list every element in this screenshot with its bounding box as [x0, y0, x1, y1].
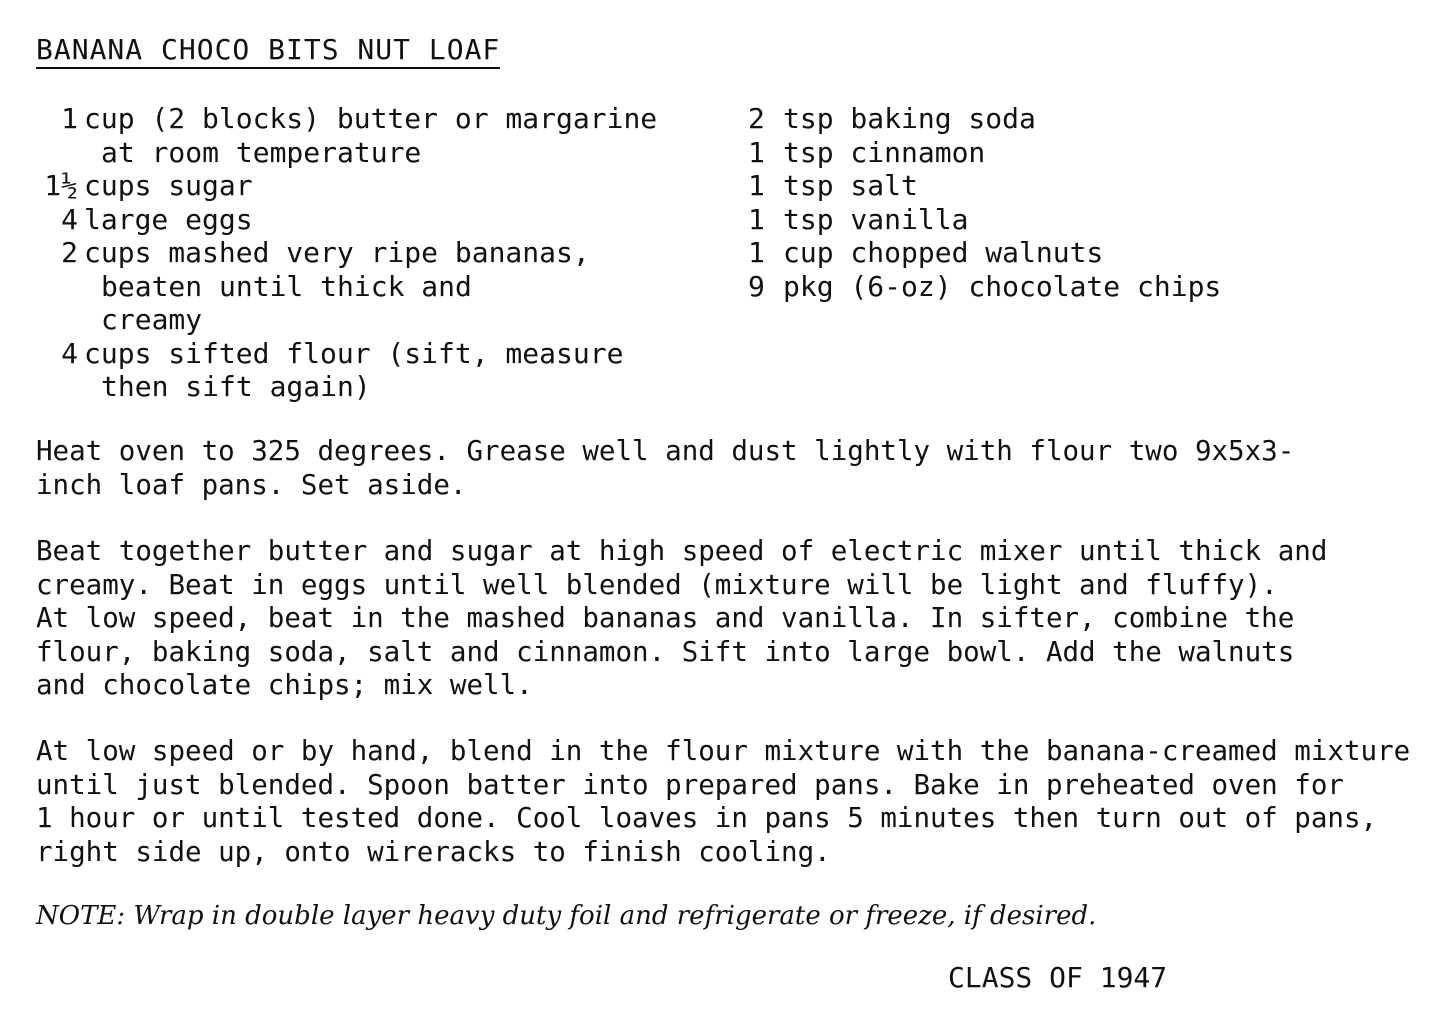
ingredient-desc: cups mashed very ripe bananas,	[84, 236, 590, 269]
ingredient-item	[748, 136, 1408, 170]
ingredient-item	[748, 270, 1408, 304]
ingredient-item	[36, 203, 716, 237]
ingredient-qty: 2	[61, 236, 78, 269]
ingredient-qty: 1	[748, 236, 765, 269]
ingredient-qty: 9	[748, 269, 765, 303]
ingredient-qty: 2	[748, 102, 765, 135]
instructions-paragraph-3	[36, 735, 1426, 869]
paragraph-line: until just blended. Spoon batter into prepared pans. Bake in preheated oven for	[36, 768, 1344, 801]
ingredient-qty: 4	[61, 336, 78, 370]
instructions-paragraph-1	[36, 435, 1426, 502]
ingredient-qty: 1	[61, 102, 78, 135]
paragraph-line: At low speed or by hand, blend in the flour mixture with the banana-creamed mixture	[36, 735, 1411, 767]
paragraph-line: creamy. Beat in eggs until well blended (mixture will be light and fluffy).	[36, 568, 1278, 601]
ingredient-desc: tsp salt	[783, 169, 918, 202]
ingredient-desc: cup (2 blocks) butter or margarine	[84, 102, 658, 135]
paragraph-line: 1 hour or until tested done. Cool loaves in pans 5 minutes then turn out of pans,	[36, 802, 1378, 834]
ingredient-desc: pkg (6-oz) chocolate chips	[783, 269, 1222, 303]
ingredient-item	[36, 337, 716, 404]
ingredient-item	[748, 236, 1408, 270]
ingredient-item	[36, 236, 716, 337]
ingredient-desc: cups sifted flour (sift, measure	[84, 336, 624, 370]
ingredients-right-column	[748, 102, 1408, 303]
ingredient-desc: cup chopped walnuts	[783, 236, 1104, 269]
paragraph-line: right side up, onto wireracks to finish cooling.	[36, 835, 831, 868]
ingredient-qty: 4	[61, 202, 78, 236]
ingredient-cont: beaten until thick and	[101, 269, 472, 303]
paragraph-line: Beat together butter and sugar at high speed of electric mixer until thick and	[36, 535, 1328, 567]
ingredient-desc: large eggs	[84, 202, 253, 236]
paragraph-line: inch loaf pans. Set aside.	[36, 468, 467, 501]
ingredient-desc: cups sugar	[84, 169, 253, 202]
ingredient-desc: tsp vanilla	[783, 202, 969, 236]
ingredient-qty: 1	[748, 169, 765, 202]
paragraph-line: and chocolate chips; mix well.	[36, 669, 533, 701]
instructions-paragraph-2	[36, 535, 1426, 703]
ingredient-item	[36, 169, 716, 203]
paragraph-line: At low speed, beat in the mashed bananas and vanilla. In sifter, combine the	[36, 602, 1295, 634]
ingredient-desc: tsp baking soda	[783, 102, 1036, 135]
ingredient-cont: creamy	[101, 303, 203, 336]
ingredient-item	[748, 203, 1408, 237]
ingredient-cont: at room temperature	[101, 135, 422, 169]
class-signoff: CLASS OF 1947	[948, 961, 1168, 994]
recipe-title: BANANA CHOCO BITS NUT LOAF	[36, 34, 500, 69]
ingredient-qty: 1	[748, 135, 765, 169]
recipe-note: NOTE: Wrap in double layer heavy duty foil and refrigerate or freeze, if desired.	[36, 901, 1097, 931]
ingredient-desc: tsp cinnamon	[783, 135, 986, 169]
ingredient-item	[748, 169, 1408, 203]
ingredient-cont: then sift again)	[101, 370, 371, 403]
ingredient-item	[748, 102, 1408, 136]
ingredient-qty: 1	[748, 202, 765, 236]
paragraph-line: flour, baking soda, salt and cinnamon. Sift into large bowl. Add the walnuts	[36, 635, 1295, 668]
ingredient-item	[36, 102, 716, 169]
ingredient-qty: 1½	[44, 169, 78, 202]
ingredients-left-column	[36, 102, 716, 404]
paragraph-line: Heat oven to 325 degrees. Grease well and dust lightly with flour two 9x5x3-	[36, 435, 1295, 467]
